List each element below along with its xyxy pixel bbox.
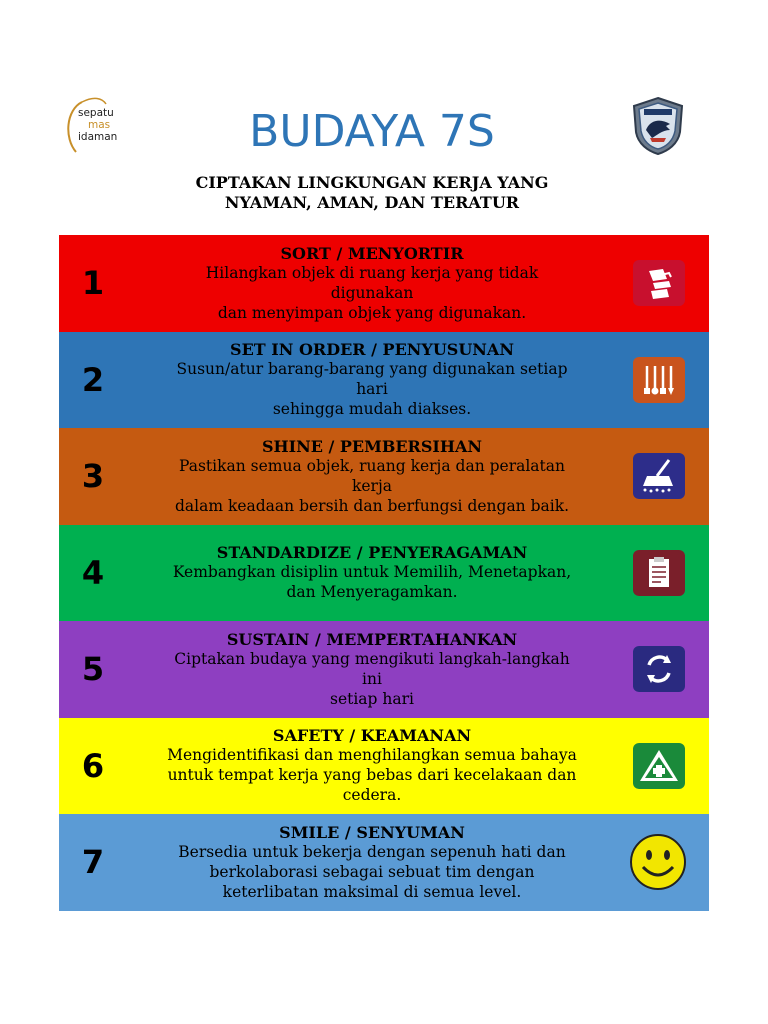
principle-description-line: dalam keadaan bersih dan berfungsi dengan baik.: [174, 496, 570, 515]
principle-content: [127, 621, 617, 718]
principle-number: 6: [81, 746, 105, 785]
principle-description-line: Kembangkan disiplin untuk Memilih, Menetapkan,: [172, 563, 572, 582]
principle-row-3: [59, 428, 709, 525]
principle-description: [173, 562, 571, 602]
principle-number: 7: [81, 843, 105, 882]
principle-description-line: dan Menyeragamkan.: [286, 583, 458, 602]
principle-description-line: Ciptakan budaya yang mengikuti langkah-langkah: [174, 649, 570, 668]
principle-description-line: keterlibatan maksimal di semua level.: [222, 882, 522, 901]
principle-description-line: berkolaborasi sebagai sebuat tim dengan: [209, 862, 535, 881]
principle-description-line: dan menyimpan objek yang digunakan.: [217, 303, 527, 322]
principle-title: SORT / MENYORTIR: [280, 243, 464, 263]
principle-description-line: Bersedia untuk bekerja dengan sepenuh hati dan: [178, 842, 566, 861]
principle-description-line: digunakan: [330, 283, 414, 302]
logo-text-line1: sepatu: [78, 107, 114, 119]
principle-row-5: [59, 621, 709, 718]
clipboard-icon: [633, 550, 685, 596]
page-subtitle: [0, 173, 744, 213]
principle-description-line: ini: [362, 669, 382, 688]
principle-content: [127, 718, 617, 815]
cycle-icon: [633, 646, 685, 692]
principle-number: 2: [81, 360, 105, 399]
principle-description-line: sehingga mudah diakses.: [272, 400, 472, 419]
subtitle-line-2: NYAMAN, AMAN, DAN TERATUR: [224, 193, 520, 212]
principle-content: [127, 428, 617, 525]
principle-description-line: Pastikan semua objek, ruang kerja dan peralatan: [179, 456, 565, 475]
principle-description-line: setiap hari: [329, 689, 414, 708]
principle-description: [175, 456, 569, 516]
principle-number: 3: [81, 457, 105, 496]
principle-title: SET IN ORDER / PENYUSUNAN: [230, 340, 514, 360]
principle-description: [178, 842, 565, 902]
principle-description-line: Hilangkan objek di ruang kerja yang tidak: [205, 263, 539, 282]
principle-description: [206, 263, 538, 323]
principle-title: SMILE / SENYUMAN: [279, 822, 465, 842]
principle-title: SHINE / PEMBERSIHAN: [261, 436, 483, 456]
principle-description: [167, 745, 577, 805]
principle-description: [177, 359, 568, 419]
principle-title: SAFETY / KEAMANAN: [272, 726, 472, 746]
logo-text-line3: idaman: [78, 131, 118, 143]
principle-number: 1: [81, 264, 105, 303]
principle-title: SUSTAIN / MEMPERTAHANKAN: [226, 629, 518, 649]
principle-content: [127, 332, 617, 429]
broom-icon: [633, 453, 685, 499]
principle-number: 5: [81, 650, 105, 689]
principle-description-line: hari: [356, 380, 388, 399]
page-title: BUDAYA 7S: [249, 106, 495, 157]
principle-content: [127, 814, 617, 911]
principle-description-line: cedera.: [342, 786, 402, 805]
principle-number: 4: [81, 553, 105, 592]
principle-description-line: Mengidentifikasi dan menghilangkan semua bahaya: [167, 746, 577, 765]
principles-list: [59, 235, 709, 911]
subtitle-line-1: CIPTAKAN LINGKUNGAN KERJA YANG: [195, 173, 549, 192]
sort-icon: [633, 260, 685, 306]
principle-description-line: untuk tempat kerja yang bebas dari kecelakaan dan: [167, 766, 577, 785]
logo-text-line2: mas: [88, 119, 111, 131]
smiley-icon: [629, 833, 687, 891]
principle-content: [127, 525, 617, 622]
principle-row-6: [59, 718, 709, 815]
principle-description: [174, 649, 569, 709]
tools-icon: [633, 357, 685, 403]
principle-row-1: [59, 235, 709, 332]
first-aid-icon: [633, 743, 685, 789]
principle-row-4: [59, 525, 709, 622]
principle-description-line: kerja: [351, 476, 393, 495]
principle-row-7: [59, 814, 709, 911]
principle-row-2: [59, 332, 709, 429]
principle-description-line: Susun/atur barang-barang yang digunakan setiap: [176, 360, 568, 379]
principle-content: [127, 235, 617, 332]
principle-title: STANDARDIZE / PENYERAGAMAN: [216, 543, 528, 563]
